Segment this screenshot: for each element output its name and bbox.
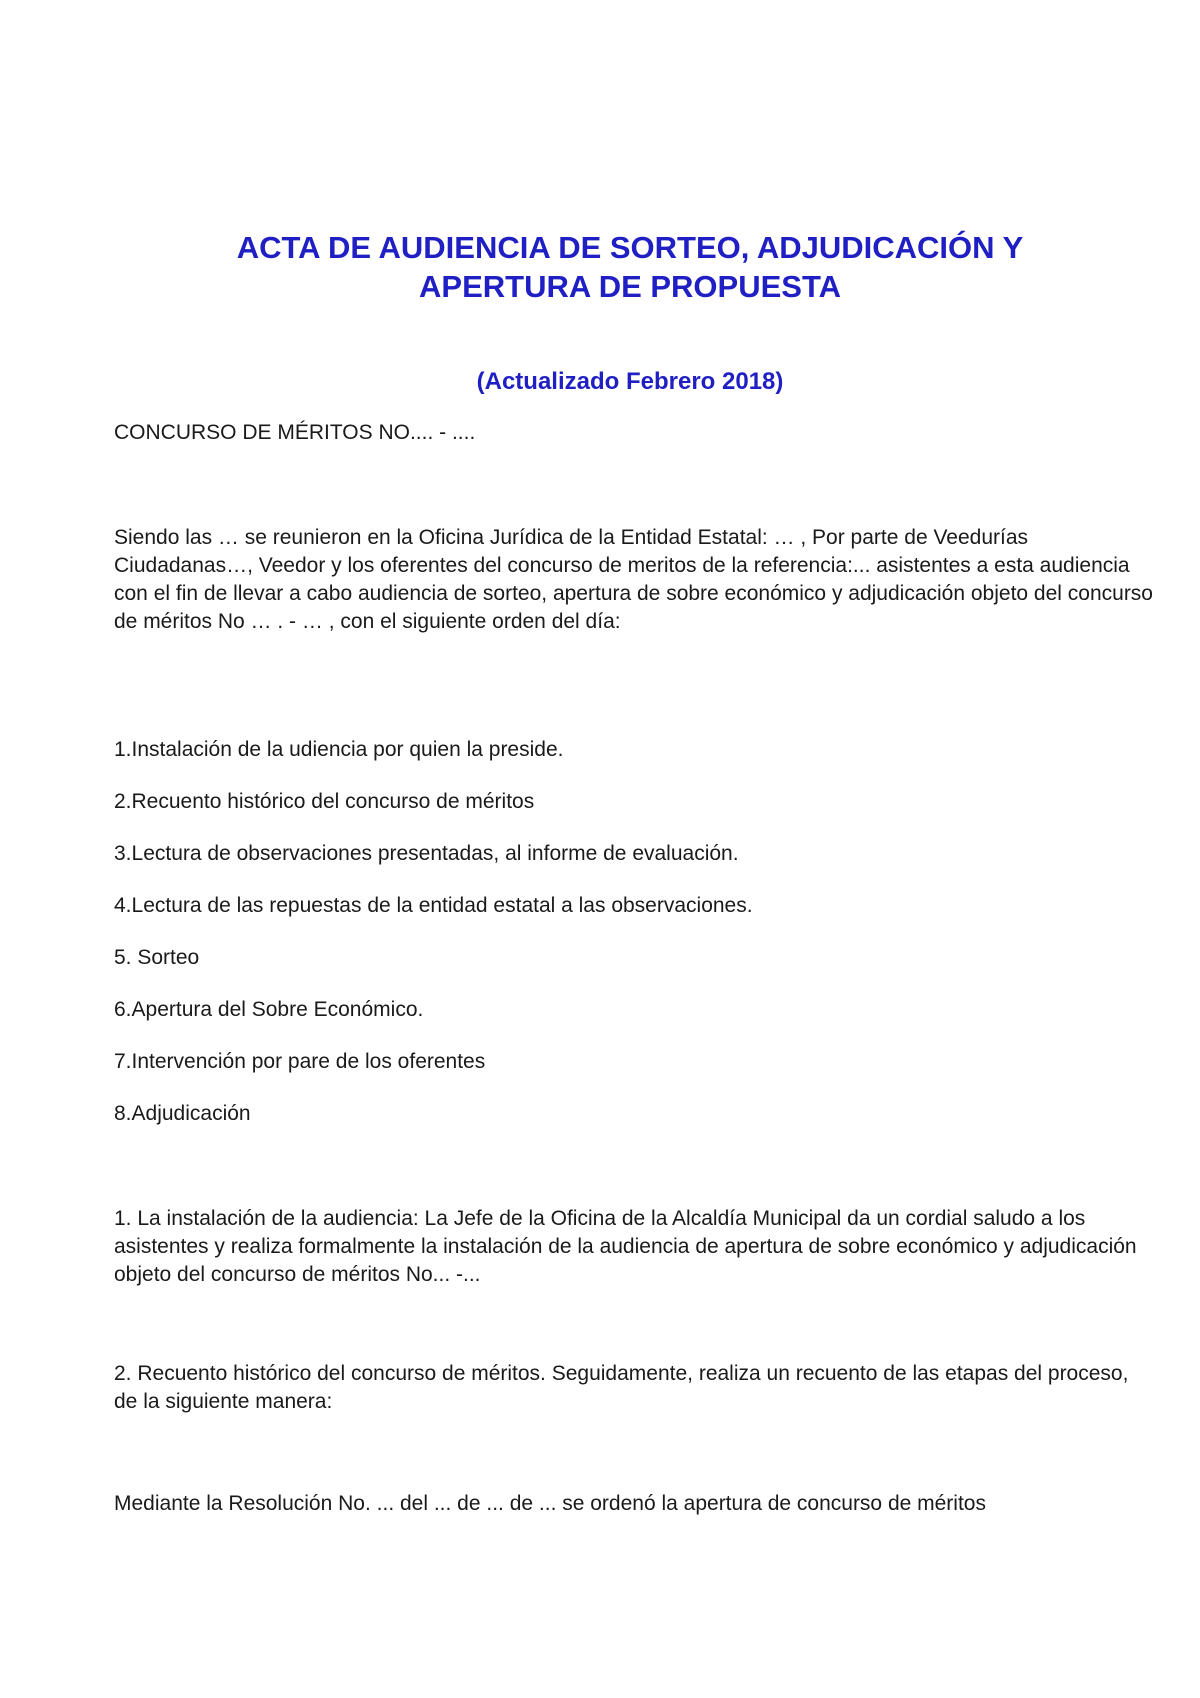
agenda-item: 7.Intervención por pare de los oferentes xyxy=(114,1050,486,1073)
section-2-paragraph: 2. Recuento histórico del concurso de méritos. Seguidamente, realiza un recuento de las etapas del proceso, de la siguiente manera: xyxy=(114,1362,1129,1413)
section-2-detail: Mediante la Resolución No. ... del ... de ... de ... se ordenó la apertura de concurso de méritos xyxy=(114,1492,986,1515)
intro-paragraph: Siendo las … se reunieron en la Oficina Jurídica de la Entidad Estatal: … , Por parte de Veedurías Ciudadanas…, Veedor y los oferentes del concurso de meritos de la referencia:... asistentes a esta audiencia con el fin de llevar a cabo audiencia de sorteo, apertura de sobre económico y adjudicación objeto del concurso de méritos No … . - … , con el siguiente orden del día: xyxy=(114,526,1153,633)
agenda-item: 2.Recuento histórico del concurso de méritos xyxy=(114,790,535,813)
document-subtitle: (Actualizado Febrero 2018) xyxy=(476,368,784,395)
title-line-2: APERTURA DE PROPUESTA xyxy=(419,269,841,304)
document-title xyxy=(100,228,1160,306)
agenda-item: 3.Lectura de observaciones presentadas, al informe de evaluación. xyxy=(114,842,739,865)
agenda-item: 6.Apertura del Sobre Económico. xyxy=(114,998,424,1021)
agenda-item: 8.Adjudicación xyxy=(114,1102,251,1125)
title-line-1: ACTA DE AUDIENCIA DE SORTEO, ADJUDICACIÓN Y xyxy=(236,230,1024,265)
contest-reference: CONCURSO DE MÉRITOS NO.... - .... xyxy=(114,421,476,444)
agenda-item: 5. Sorteo xyxy=(114,946,200,969)
section-1-paragraph: 1. La instalación de la audiencia: La Jefe de la Oficina de la Alcaldía Municipal da un cordial saludo a los asistentes y realiza formalmente la instalación de la audiencia de apertura de sobre económico y adjudicación objeto del concurso de méritos No... -... xyxy=(114,1207,1137,1286)
agenda-item: 4.Lectura de las repuestas de la entidad estatal a las observaciones. xyxy=(114,894,753,917)
agenda-item: 1.Instalación de la udiencia por quien la preside. xyxy=(114,738,564,761)
